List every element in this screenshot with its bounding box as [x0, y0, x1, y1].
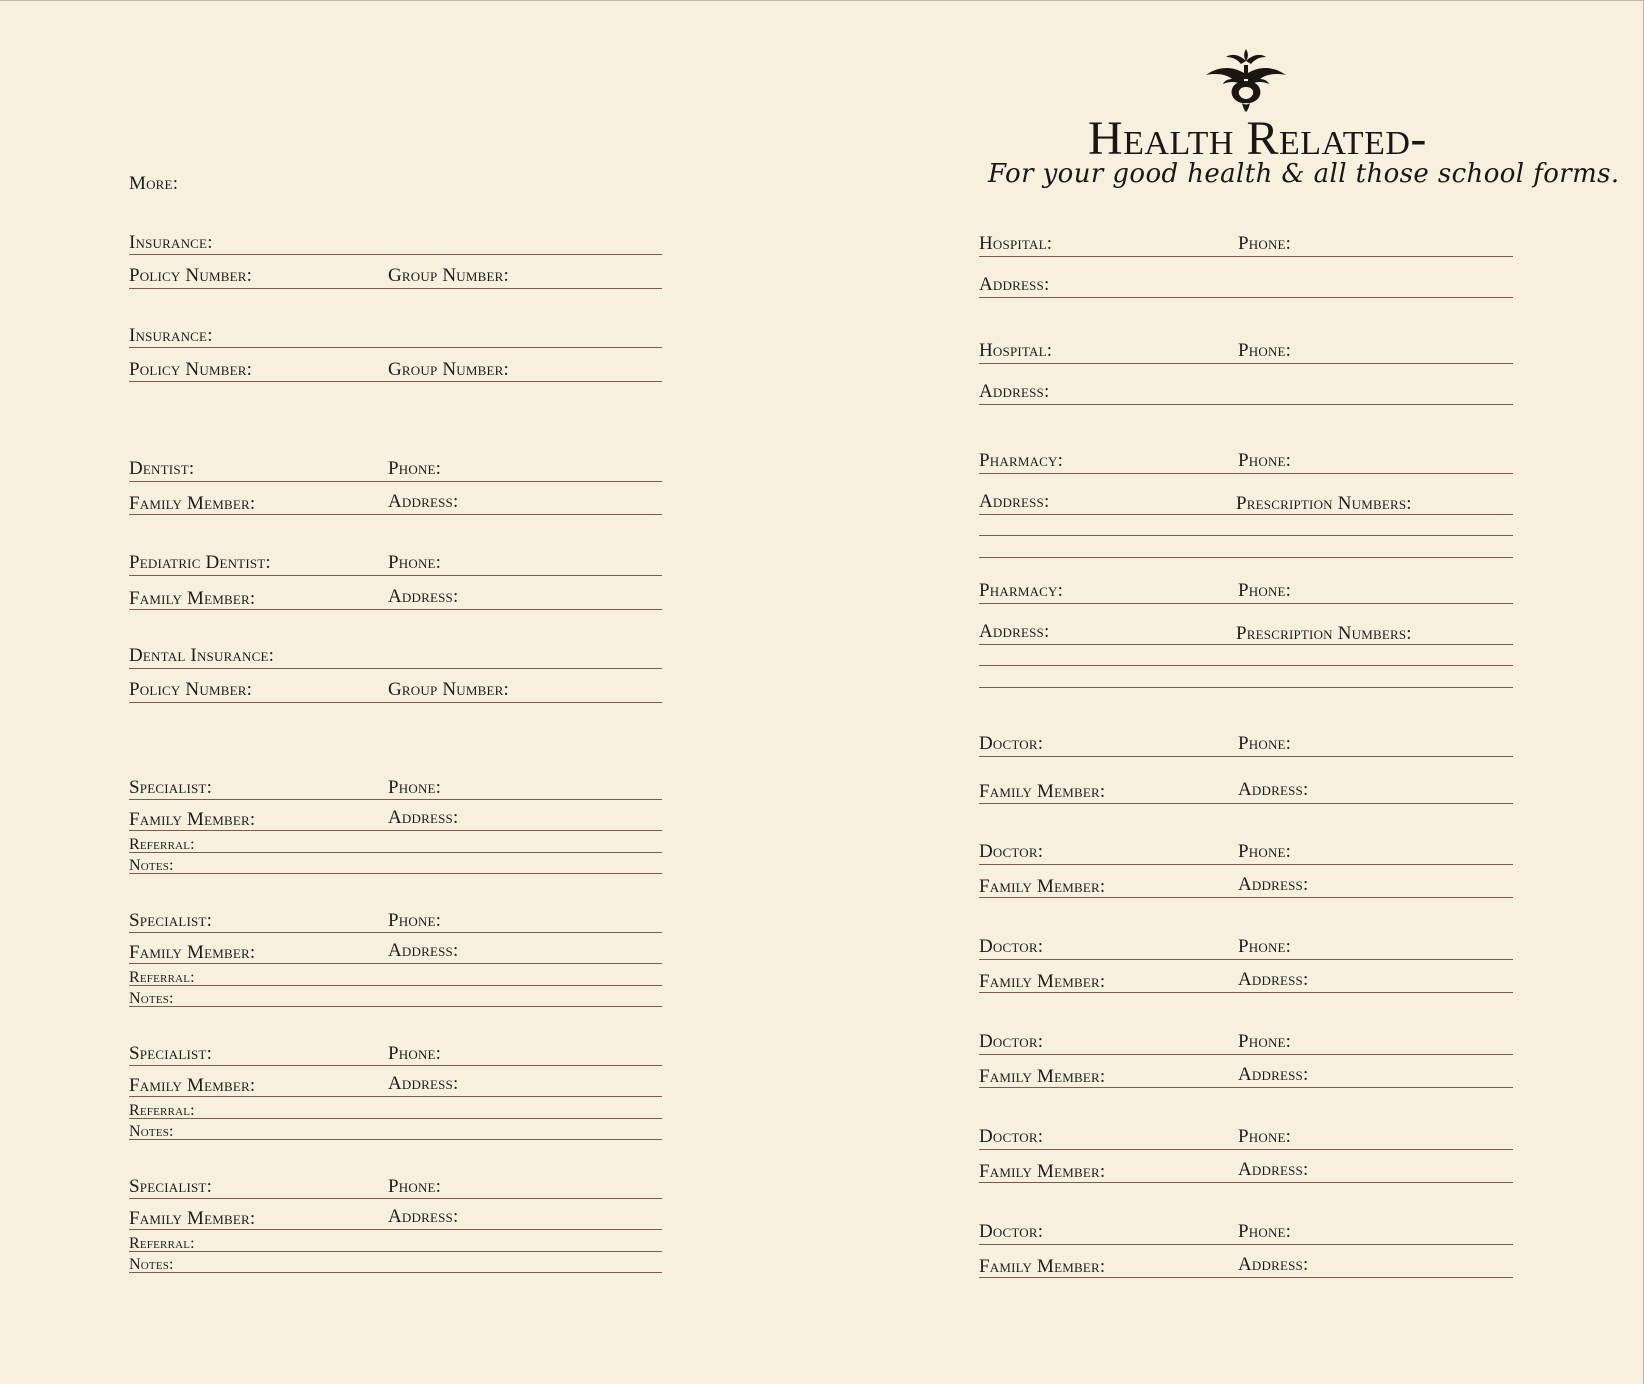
phone-label: Phone: [388, 458, 442, 479]
notes-label: Notes: [129, 990, 174, 1007]
notes-field[interactable] [129, 1272, 662, 1273]
pharmacy-field[interactable] [979, 603, 1513, 604]
pharmacy-label: Pharmacy: [979, 580, 1064, 601]
page-title: Health Related- [1088, 112, 1427, 165]
prescription-numbers-label: Prescription Numbers: [1236, 493, 1412, 514]
doctor-label: Doctor: [979, 1126, 1044, 1147]
address-label: Address: [388, 1206, 459, 1227]
policy-group-field[interactable] [129, 381, 662, 382]
group-number-label: Group Number: [388, 359, 509, 380]
address-label: Address: [979, 274, 1050, 295]
specialist-label: Specialist: [129, 777, 213, 798]
referral-field[interactable] [129, 1118, 662, 1119]
family-address-field[interactable] [129, 609, 662, 610]
address-prescription-field[interactable] [979, 644, 1513, 645]
address-field[interactable] [979, 297, 1513, 298]
dentist-field[interactable] [129, 481, 662, 482]
family-member-label: Family Member: [129, 588, 256, 609]
notes-field[interactable] [129, 1139, 662, 1140]
phone-label: Phone: [1238, 233, 1292, 254]
policy-group-field[interactable] [129, 702, 662, 703]
phone-label: Phone: [1238, 1221, 1292, 1242]
family-member-label: Family Member: [979, 1066, 1106, 1087]
referral-field[interactable] [129, 985, 662, 986]
family-address-field[interactable] [129, 830, 662, 831]
referral-label: Referral: [129, 969, 195, 986]
specialist-field[interactable] [129, 1065, 662, 1066]
specialist-field[interactable] [129, 1198, 662, 1199]
address-label: Address: [979, 381, 1050, 402]
phone-label: Phone: [388, 910, 442, 931]
address-field[interactable] [979, 404, 1513, 405]
address-label: Address: [1238, 779, 1309, 800]
doctor-label: Doctor: [979, 733, 1044, 754]
family-member-label: Family Member: [979, 781, 1106, 802]
dentist-label: Dentist: [129, 458, 195, 479]
doctor-field[interactable] [979, 864, 1513, 865]
phone-label: Phone: [1238, 340, 1292, 361]
doctor-label: Doctor: [979, 1221, 1044, 1242]
address-label: Address: [388, 586, 459, 607]
family-member-label: Family Member: [979, 1256, 1106, 1277]
hospital-label: Hospital: [979, 233, 1053, 254]
referral-field[interactable] [129, 852, 662, 853]
phone-label: Phone: [1238, 450, 1292, 471]
specialist-field[interactable] [129, 932, 662, 933]
family-member-label: Family Member: [129, 1208, 256, 1229]
doctor-field[interactable] [979, 756, 1513, 757]
address-label: Address: [979, 621, 1050, 642]
pharmacy-field[interactable] [979, 473, 1513, 474]
family-address-field[interactable] [979, 1182, 1513, 1183]
insurance-label: Insurance: [129, 325, 213, 346]
family-address-field[interactable] [129, 1229, 662, 1230]
phone-label: Phone: [388, 1043, 442, 1064]
phone-label: Phone: [388, 777, 442, 798]
family-address-field[interactable] [979, 992, 1513, 993]
prescription-numbers-label: Prescription Numbers: [1236, 623, 1412, 644]
notes-field[interactable] [129, 1006, 662, 1007]
group-number-label: Group Number: [388, 679, 509, 700]
family-member-label: Family Member: [979, 971, 1106, 992]
family-address-field[interactable] [979, 1277, 1513, 1278]
phone-label: Phone: [388, 1176, 442, 1197]
phone-label: Phone: [1238, 936, 1292, 957]
doctor-label: Doctor: [979, 841, 1044, 862]
doctor-field[interactable] [979, 1149, 1513, 1150]
doctor-field[interactable] [979, 959, 1513, 960]
address-label: Address: [979, 491, 1050, 512]
insurance-label: Insurance: [129, 232, 213, 253]
family-address-field[interactable] [979, 897, 1513, 898]
prescription-line[interactable] [979, 557, 1513, 558]
specialist-field[interactable] [129, 799, 662, 800]
referral-label: Referral: [129, 836, 195, 853]
notes-label: Notes: [129, 1123, 174, 1140]
referral-label: Referral: [129, 1235, 195, 1252]
address-label: Address: [388, 807, 459, 828]
family-address-field[interactable] [979, 1087, 1513, 1088]
family-address-field[interactable] [129, 963, 662, 964]
address-label: Address: [388, 940, 459, 961]
address-label: Address: [1238, 874, 1309, 895]
page-subtitle: For your good health & all those school forms. [988, 159, 1620, 189]
phone-label: Phone: [1238, 1031, 1292, 1052]
phone-label: Phone: [1238, 733, 1292, 754]
specialist-label: Specialist: [129, 1043, 213, 1064]
specialist-label: Specialist: [129, 1176, 213, 1197]
prescription-line[interactable] [979, 687, 1513, 688]
address-label: Address: [1238, 1254, 1309, 1275]
pharmacy-label: Pharmacy: [979, 450, 1064, 471]
phone-label: Phone: [1238, 580, 1292, 601]
hospital-field[interactable] [979, 363, 1513, 364]
family-member-label: Family Member: [129, 493, 256, 514]
address-label: Address: [1238, 969, 1309, 990]
notes-label: Notes: [129, 857, 174, 874]
pediatric-dentist-label: Pediatric Dentist: [129, 552, 271, 573]
family-member-label: Family Member: [979, 1161, 1106, 1182]
family-address-field[interactable] [129, 514, 662, 515]
policy-number-label: Policy Number: [129, 265, 253, 286]
group-number-label: Group Number: [388, 265, 509, 286]
address-label: Address: [388, 491, 459, 512]
doctor-field[interactable] [979, 1244, 1513, 1245]
hospital-label: Hospital: [979, 340, 1053, 361]
family-address-field[interactable] [129, 1096, 662, 1097]
hospital-field[interactable] [979, 256, 1513, 257]
pediatric-dentist-field[interactable] [129, 575, 662, 576]
phone-label: Phone: [388, 552, 442, 573]
insurance-field[interactable] [129, 254, 662, 255]
specialist-label: Specialist: [129, 910, 213, 931]
family-address-field[interactable] [979, 803, 1513, 804]
notes-field[interactable] [129, 873, 662, 874]
policy-number-label: Policy Number: [129, 679, 253, 700]
address-label: Address: [1238, 1159, 1309, 1180]
phone-label: Phone: [1238, 841, 1292, 862]
doctor-label: Doctor: [979, 936, 1044, 957]
dental-insurance-label: Dental Insurance: [129, 645, 275, 666]
notes-label: Notes: [129, 1256, 174, 1273]
family-member-label: Family Member: [129, 809, 256, 830]
referral-label: Referral: [129, 1102, 195, 1119]
family-member-label: Family Member: [129, 942, 256, 963]
fleuron-icon [1204, 47, 1288, 113]
address-label: Address: [388, 1073, 459, 1094]
insurance-field[interactable] [129, 347, 662, 348]
family-member-label: Family Member: [129, 1075, 256, 1096]
address-label: Address: [1238, 1064, 1309, 1085]
prescription-line[interactable] [979, 665, 1513, 666]
doctor-field[interactable] [979, 1054, 1513, 1055]
policy-number-label: Policy Number: [129, 359, 253, 380]
policy-group-field[interactable] [129, 288, 662, 289]
referral-field[interactable] [129, 1251, 662, 1252]
phone-label: Phone: [1238, 1126, 1292, 1147]
dental-insurance-field[interactable] [129, 668, 662, 669]
prescription-line[interactable] [979, 535, 1513, 536]
doctor-label: Doctor: [979, 1031, 1044, 1052]
family-member-label: Family Member: [979, 876, 1106, 897]
more-label: More: [129, 173, 179, 194]
address-prescription-field[interactable] [979, 514, 1513, 515]
